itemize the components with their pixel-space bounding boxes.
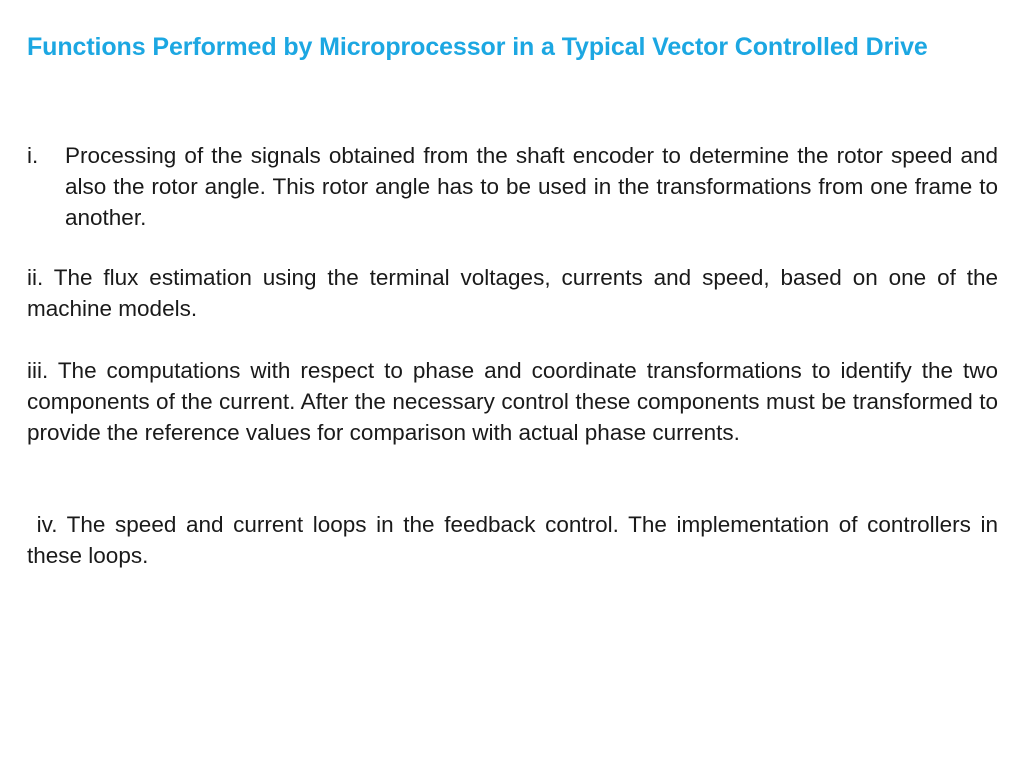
list-item-ii: ii. The flux estimation using the terminal voltages, currents and speed, based on one of the machine models. (27, 265, 998, 321)
list-item-text: Processing of the signals obtained from the shaft encoder to determine the rotor speed and also the rotor angle. This rotor angle has to be used in the transformations from one frame to another. (65, 143, 998, 230)
list-item-i (27, 140, 998, 233)
list-item-iv: iv. The speed and current loops in the feedback control. The implementation of controllers in these loops. (27, 512, 1005, 568)
list-marker: i. (27, 143, 39, 168)
slide-title: Functions Performed by Microprocessor in a Typical Vector Controlled Drive (27, 33, 928, 61)
list-item-iii: iii. The computations with respect to phase and coordinate transformations to identify the two components of the current. After the necessary control these components must be transformed to provide the reference values for comparison with actual phase currents. (27, 358, 998, 445)
